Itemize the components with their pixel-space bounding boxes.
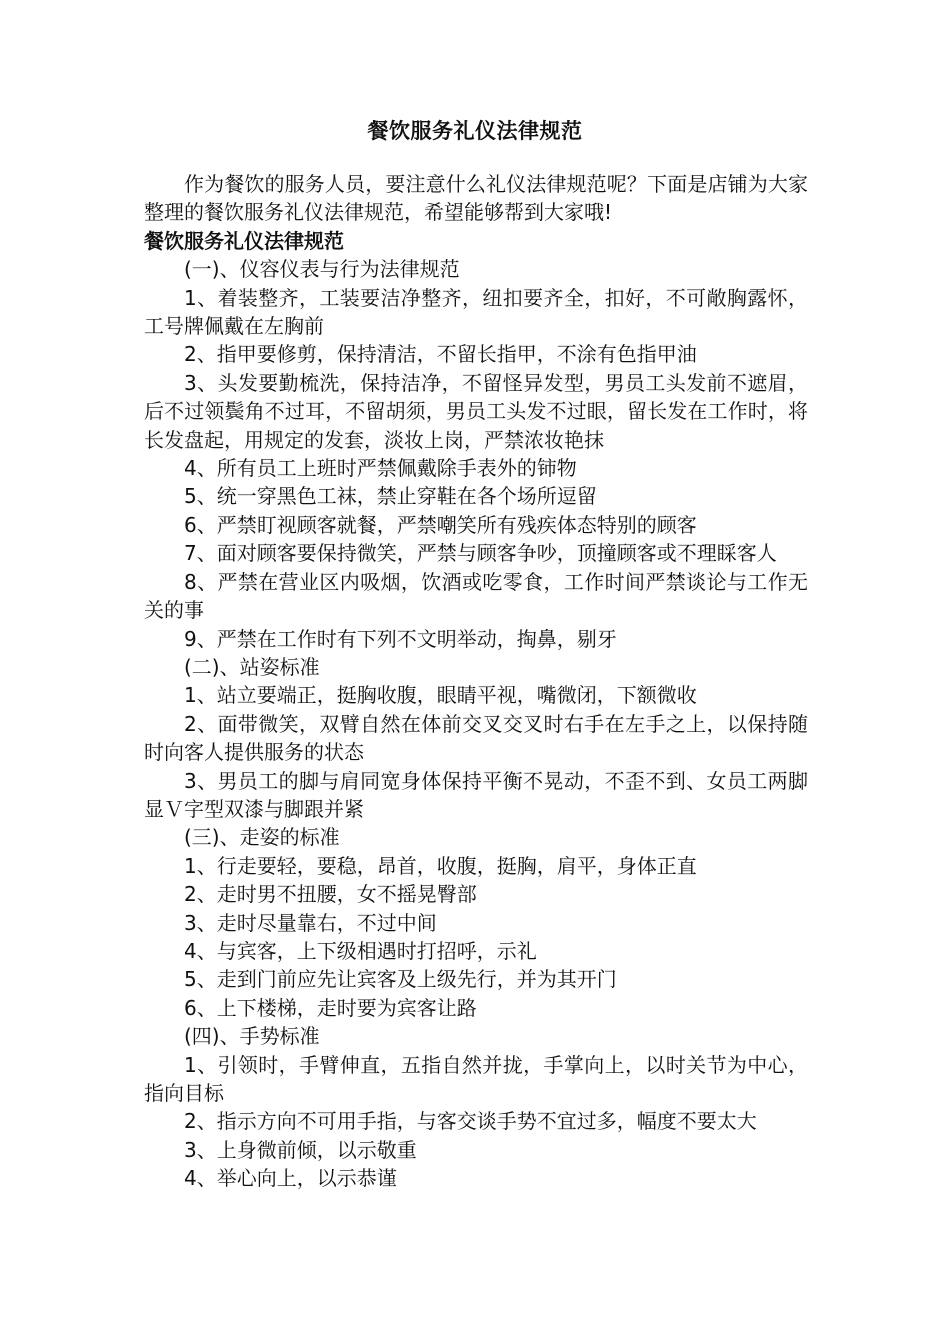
list-item: 2、指示方向不可用手指，与客交谈手势不宜过多，幅度不要太大 — [184, 1109, 757, 1134]
list-item: 1、站立要端正，挺胸收腹，眼睛平视，嘴微闭，下额微收 — [184, 683, 697, 708]
list-item: 5、统一穿黑色工袜，禁止穿鞋在各个场所逗留 — [184, 484, 597, 509]
document-title: 餐饮服务礼仪法律规范 — [367, 119, 583, 143]
list-item: 2、走时男不扭腰，女不摇晃臀部 — [184, 882, 477, 907]
list-item: 2、面带微笑，双臂自然在体前交叉交叉时右手在左手之上，以保持随时向客人提供服务的状态 — [144, 711, 808, 765]
list-item: 1、行走要轻，要稳，昂首，收腹，挺胸，肩平，身体正直 — [184, 853, 697, 878]
subsection-heading: (三)、走姿的标准 — [184, 825, 340, 850]
subsection-heading: (二)、站姿标准 — [184, 654, 320, 679]
list-item: 6、上下楼梯，走时要为宾客让路 — [184, 995, 477, 1020]
list-item: 6、严禁盯视顾客就餐，严禁嘲笑所有残疾体态特别的顾客 — [184, 512, 697, 537]
section-heading: 餐饮服务礼仪法律规范 — [144, 228, 344, 253]
intro-paragraph: 作为餐饮的服务人员，要注意什么礼仪法律规范呢？下面是店铺为大家整理的餐饮服务礼仪法律规范，希望能够帮到大家哦! — [144, 172, 808, 225]
list-item: 3、走时尽量靠右，不过中间 — [184, 910, 437, 935]
list-item: 1、引领时，手臂伸直，五指自然并拢，手掌向上，以时关节为中心，指向目标 — [144, 1052, 808, 1105]
list-item: 4、与宾客，上下级相遇时打招呼，示礼 — [184, 938, 537, 963]
subsection-heading: (一)、仪容仪表与行为法律规范 — [184, 257, 460, 282]
list-item: 3、头发要勤梳洗，保持洁净，不留怪异发型，男员工头发前不遮眉，后不过领鬓角不过耳，不留胡须，男员工头发不过眼，留长发在工作时，将长发盘起，用规定的发套，淡妆上岗，严禁浓妆艳抹 — [144, 370, 808, 452]
list-item: 9、严禁在工作时有下列不文明举动，掏鼻，剔牙 — [184, 626, 617, 651]
list-item: 5、走到门前应先让宾客及上级先行，并为其开门 — [184, 967, 617, 992]
list-item: 4、举心向上，以示恭谨 — [184, 1166, 397, 1191]
list-item: 8、严禁在营业区内吸烟，饮酒或吃零食，工作时间严禁谈论与工作无关的事 — [144, 569, 808, 623]
list-item: 1、着装整齐，工装要洁净整齐，纽扣要齐全，扣好，不可敞胸露怀，工号牌佩戴在左胸前 — [144, 285, 808, 339]
list-item: 3、上身微前倾，以示敬重 — [184, 1137, 417, 1162]
list-item: 7、面对顾客要保持微笑，严禁与顾客争吵，顶撞顾客或不理睬客人 — [184, 541, 777, 566]
list-item: 2、指甲要修剪，保持清洁，不留长指甲，不涂有色指甲油 — [184, 342, 697, 367]
list-item: 3、男员工的脚与肩同宽身体保持平衡不晃动，不歪不到、女员工两脚显Ｖ字型双漆与脚跟并紧 — [144, 768, 808, 821]
document-body — [144, 170, 808, 1193]
subsection-heading: (四)、手势标准 — [184, 1024, 320, 1049]
list-item: 4、所有员工上班时严禁佩戴除手表外的铈物 — [184, 456, 577, 481]
